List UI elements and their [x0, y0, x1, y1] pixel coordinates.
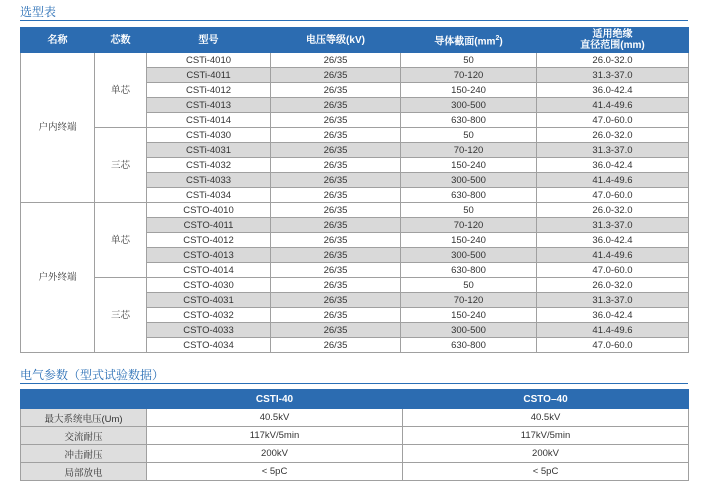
selection-title: 选型表: [20, 5, 57, 19]
cell-voltage: 26/35: [271, 338, 401, 353]
header-diameter-line1: 适用绝缘: [592, 29, 633, 40]
electrical-title-rule: [20, 383, 688, 384]
cell-range: 47.0-60.0: [537, 188, 689, 203]
cell-section: 630-800: [401, 338, 537, 353]
cell-range: 36.0-42.4: [537, 83, 689, 98]
cell-voltage: 26/35: [271, 293, 401, 308]
cell-voltage: 26/35: [271, 143, 401, 158]
selection-table: [20, 27, 689, 353]
electrical-cell-label: 冲击耐压: [21, 445, 147, 463]
cell-section: 300-500: [401, 173, 537, 188]
core-count: 单芯: [95, 53, 147, 128]
header-section-main: 导体截面(mm: [434, 36, 496, 48]
cell-voltage: 26/35: [271, 173, 401, 188]
cell-model: CSTO-4034: [147, 338, 271, 353]
cell-voltage: 26/35: [271, 53, 401, 68]
electrical-cell-csti: 40.5kV: [147, 409, 403, 427]
cell-range: 41.4-49.6: [537, 173, 689, 188]
cell-range: 47.0-60.0: [537, 338, 689, 353]
header-voltage: 电压等级(kV): [271, 28, 401, 53]
cell-voltage: 26/35: [271, 203, 401, 218]
electrical-cell-csto: < 5pC: [403, 463, 689, 481]
cell-model: CSTi-4013: [147, 98, 271, 113]
cell-model: CSTO-4014: [147, 263, 271, 278]
group-name: 户外终端: [21, 203, 95, 353]
cell-model: CSTi-4012: [147, 83, 271, 98]
cell-section: 150-240: [401, 308, 537, 323]
cell-section: 150-240: [401, 158, 537, 173]
electrical-header-row: [21, 390, 689, 409]
electrical-row: [21, 427, 689, 445]
cell-model: CSTi-4014: [147, 113, 271, 128]
cell-range: 47.0-60.0: [537, 113, 689, 128]
cell-section: 630-800: [401, 188, 537, 203]
cell-model: CSTO-4010: [147, 203, 271, 218]
electrical-header-blank: [21, 390, 147, 409]
cell-section: 150-240: [401, 233, 537, 248]
cell-section: 300-500: [401, 248, 537, 263]
electrical-table: [20, 389, 689, 481]
cell-model: CSTO-4033: [147, 323, 271, 338]
cell-range: 26.0-32.0: [537, 203, 689, 218]
cell-range: 31.3-37.0: [537, 218, 689, 233]
cell-voltage: 26/35: [271, 323, 401, 338]
group-name: 户内终端: [21, 53, 95, 203]
cell-section: 630-800: [401, 113, 537, 128]
cell-range: 41.4-49.6: [537, 98, 689, 113]
cell-section: 300-500: [401, 98, 537, 113]
electrical-header-csto: CSTO–40: [403, 390, 689, 409]
cell-section: 70-120: [401, 143, 537, 158]
cell-model: CSTi-4034: [147, 188, 271, 203]
cell-section: 50: [401, 128, 537, 143]
cell-voltage: 26/35: [271, 218, 401, 233]
core-count: 三芯: [95, 278, 147, 353]
header-core: 芯数: [95, 28, 147, 53]
core-count: 单芯: [95, 203, 147, 278]
cell-model: CSTO-4032: [147, 308, 271, 323]
cell-voltage: 26/35: [271, 128, 401, 143]
table-row: [21, 128, 689, 143]
cell-section: 50: [401, 53, 537, 68]
table-row: [21, 53, 689, 68]
cell-range: 41.4-49.6: [537, 248, 689, 263]
cell-voltage: 26/35: [271, 308, 401, 323]
cell-voltage: 26/35: [271, 188, 401, 203]
electrical-cell-label: 局部放电: [21, 463, 147, 481]
cell-voltage: 26/35: [271, 98, 401, 113]
header-model: 型号: [147, 28, 271, 53]
cell-voltage: 26/35: [271, 233, 401, 248]
header-section-end: ): [499, 36, 503, 48]
cell-model: CSTi-4031: [147, 143, 271, 158]
selection-title-rule: [20, 20, 688, 21]
cell-range: 47.0-60.0: [537, 263, 689, 278]
cell-model: CSTi-4011: [147, 68, 271, 83]
cell-voltage: 26/35: [271, 278, 401, 293]
header-name: 名称: [21, 28, 95, 53]
cell-voltage: 26/35: [271, 263, 401, 278]
header-section-sup: 2: [495, 34, 500, 42]
electrical-row: [21, 409, 689, 427]
electrical-cell-csti: < 5pC: [147, 463, 403, 481]
cell-model: CSTi-4010: [147, 53, 271, 68]
cell-model: CSTi-4033: [147, 173, 271, 188]
cell-model: CSTO-4012: [147, 233, 271, 248]
cell-range: 31.3-37.0: [537, 143, 689, 158]
electrical-cell-label: 交流耐压: [21, 427, 147, 445]
cell-range: 36.0-42.4: [537, 158, 689, 173]
cell-voltage: 26/35: [271, 83, 401, 98]
electrical-cell-csti: 117kV/5min: [147, 427, 403, 445]
electrical-cell-csti: 200kV: [147, 445, 403, 463]
cell-model: CSTO-4031: [147, 293, 271, 308]
cell-range: 36.0-42.4: [537, 308, 689, 323]
cell-voltage: 26/35: [271, 158, 401, 173]
cell-section: 50: [401, 278, 537, 293]
cell-section: 50: [401, 203, 537, 218]
cell-model: CSTi-4030: [147, 128, 271, 143]
cell-model: CSTO-4013: [147, 248, 271, 263]
cell-model: CSTi-4032: [147, 158, 271, 173]
electrical-title: 电气参数（型式试验数据）: [20, 368, 165, 382]
cell-voltage: 26/35: [271, 68, 401, 83]
cell-voltage: 26/35: [271, 248, 401, 263]
cell-section: 70-120: [401, 293, 537, 308]
cell-voltage: 26/35: [271, 113, 401, 128]
electrical-row: [21, 463, 689, 481]
electrical-row: [21, 445, 689, 463]
cell-model: CSTO-4030: [147, 278, 271, 293]
header-diameter-line2: 直径范围(mm): [580, 40, 645, 51]
core-count: 三芯: [95, 128, 147, 203]
cell-section: 70-120: [401, 68, 537, 83]
cell-section: 150-240: [401, 83, 537, 98]
electrical-cell-label: 最大系统电压(Um): [21, 409, 147, 427]
cell-range: 41.4-49.6: [537, 323, 689, 338]
cell-range: 36.0-42.4: [537, 233, 689, 248]
cell-range: 31.3-37.0: [537, 293, 689, 308]
header-section: [401, 28, 537, 53]
electrical-cell-csto: 117kV/5min: [403, 427, 689, 445]
cell-section: 70-120: [401, 218, 537, 233]
table-row: [21, 203, 689, 218]
cell-section: 300-500: [401, 323, 537, 338]
cell-model: CSTO-4011: [147, 218, 271, 233]
electrical-header-csti: CSTI-40: [147, 390, 403, 409]
cell-range: 26.0-32.0: [537, 128, 689, 143]
electrical-cell-csto: 200kV: [403, 445, 689, 463]
table-row: [21, 278, 689, 293]
cell-range: 26.0-32.0: [537, 53, 689, 68]
cell-section: 630-800: [401, 263, 537, 278]
electrical-cell-csto: 40.5kV: [403, 409, 689, 427]
cell-range: 26.0-32.0: [537, 278, 689, 293]
selection-header-row: [21, 28, 689, 53]
header-diameter: [537, 28, 689, 53]
cell-range: 31.3-37.0: [537, 68, 689, 83]
